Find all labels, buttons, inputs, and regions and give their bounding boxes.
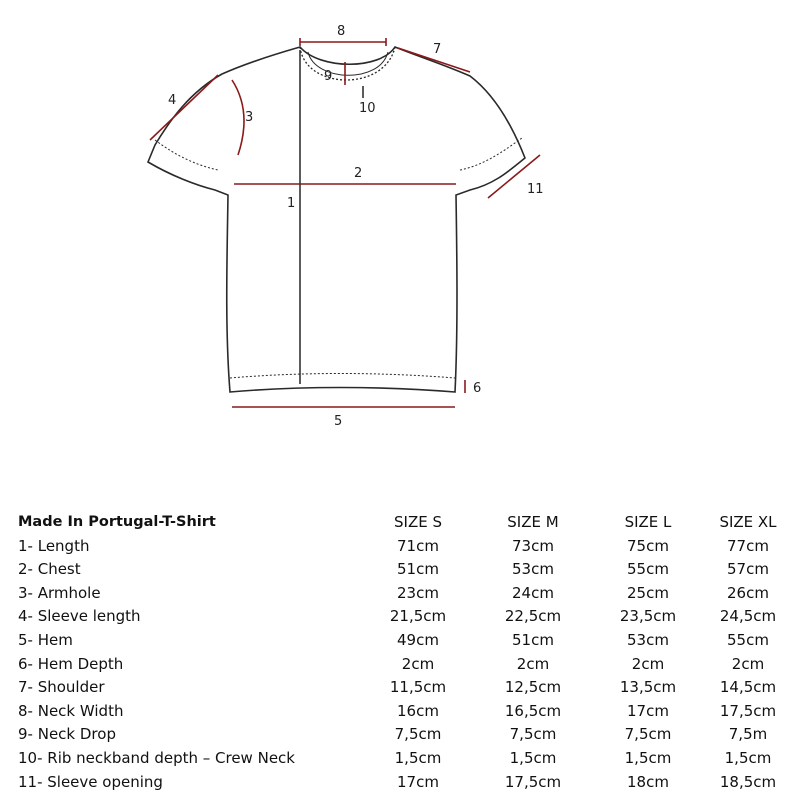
- measurement-name: 11- Sleeve opening: [18, 772, 163, 791]
- measurement-value: 55cm: [727, 630, 769, 649]
- measurement-value: 73cm: [512, 536, 554, 555]
- measurement-value: 77cm: [727, 536, 769, 555]
- table-row: [18, 629, 793, 653]
- measurement-value: 55cm: [627, 560, 669, 579]
- label-length: 1: [287, 196, 296, 211]
- measurement-name: 8- Neck Width: [18, 701, 124, 720]
- measurement-name: 5- Hem: [18, 630, 73, 649]
- label-hem-depth: 6: [473, 381, 482, 396]
- measurement-value: 49cm: [397, 630, 439, 649]
- measurement-value: 7,5cm: [624, 725, 672, 744]
- measurement-value: 17,5cm: [504, 772, 562, 791]
- table-row: [18, 653, 793, 677]
- measurement-value: 51cm: [512, 630, 554, 649]
- measurement-value: 7,5cm: [509, 725, 557, 744]
- measurement-name: 10- Rib neckband depth – Crew Neck: [18, 748, 295, 767]
- size-header: SIZE L: [624, 513, 672, 531]
- measurement-value: 75cm: [627, 536, 669, 555]
- measurement-name: 9- Neck Drop: [18, 725, 116, 744]
- measurement-value: 21,5cm: [389, 607, 447, 626]
- measurement-name: 6- Hem Depth: [18, 654, 124, 673]
- label-sleeve-opening: 11: [527, 182, 544, 197]
- measurement-value: 12,5cm: [504, 678, 562, 697]
- table-title: Made In Portugal-T-Shirt: [18, 514, 216, 530]
- measurement-value: 1,5cm: [724, 748, 772, 767]
- size-chart-table: [18, 511, 793, 794]
- measurement-name: 7- Shoulder: [18, 678, 105, 697]
- size-header: SIZE XL: [719, 513, 777, 531]
- measurement-value: 51cm: [397, 560, 439, 579]
- measurement-value: 17cm: [397, 772, 439, 791]
- table-row: [18, 747, 793, 771]
- tshirt-outline: [148, 47, 525, 392]
- size-header: SIZE M: [507, 513, 559, 531]
- table-row: [18, 700, 793, 724]
- measurement-name: 4- Sleeve length: [18, 607, 141, 626]
- label-armhole: 3: [245, 110, 254, 125]
- measurement-value: 2cm: [516, 654, 550, 673]
- table-body: [18, 535, 793, 795]
- table-row: [18, 723, 793, 747]
- measurement-value: 23cm: [397, 583, 439, 602]
- measurement-name: 2- Chest: [18, 560, 81, 579]
- label-neck-drop: 9: [324, 69, 333, 84]
- measurement-value: 17,5cm: [719, 701, 777, 720]
- label-neck-width: 8: [337, 24, 346, 39]
- measurement-value: 1,5cm: [509, 748, 557, 767]
- measurement-value: 18,5cm: [719, 772, 777, 791]
- measurement-value: 2cm: [631, 654, 665, 673]
- measurement-value: 1,5cm: [394, 748, 442, 767]
- table-row: [18, 605, 793, 629]
- table-row: [18, 558, 793, 582]
- measurement-value: 18cm: [627, 772, 669, 791]
- measurement-value: 16,5cm: [504, 701, 562, 720]
- measurement-value: 1,5cm: [624, 748, 672, 767]
- measurement-value: 7,5m: [728, 725, 768, 744]
- measurement-value: 17cm: [627, 701, 669, 720]
- label-shoulder: 7: [433, 42, 442, 57]
- measurement-value: 2cm: [401, 654, 435, 673]
- measurement-value: 57cm: [727, 560, 769, 579]
- measurement-name: 3- Armhole: [18, 583, 101, 602]
- label-rib-neckband-depth: 10: [359, 101, 376, 116]
- measurement-name: 1- Length: [18, 536, 90, 555]
- table-row: [18, 676, 793, 700]
- table-row: [18, 582, 793, 606]
- measurement-value: 23,5cm: [619, 607, 677, 626]
- table-row: [18, 771, 793, 795]
- measurement-value: 71cm: [397, 536, 439, 555]
- size-header: SIZE S: [394, 513, 442, 531]
- measurement-value: 14,5cm: [719, 678, 777, 697]
- label-chest: 2: [354, 166, 363, 181]
- measurement-value: 24cm: [512, 583, 554, 602]
- measurement-value: 53cm: [627, 630, 669, 649]
- table-row: [18, 535, 793, 559]
- measurement-value: 2cm: [731, 654, 765, 673]
- measurement-value: 26cm: [727, 583, 769, 602]
- measurement-value: 7,5cm: [394, 725, 442, 744]
- label-hem: 5: [334, 414, 343, 429]
- table-header-row: [18, 511, 793, 535]
- measurement-value: 24,5cm: [719, 607, 777, 626]
- measurement-value: 11,5cm: [389, 678, 447, 697]
- measurement-value: 25cm: [627, 583, 669, 602]
- measurement-value: 13,5cm: [619, 678, 677, 697]
- measurement-value: 53cm: [512, 560, 554, 579]
- measurement-value: 16cm: [397, 701, 439, 720]
- label-sleeve-length: 4: [168, 93, 177, 108]
- measurement-value: 22,5cm: [504, 607, 562, 626]
